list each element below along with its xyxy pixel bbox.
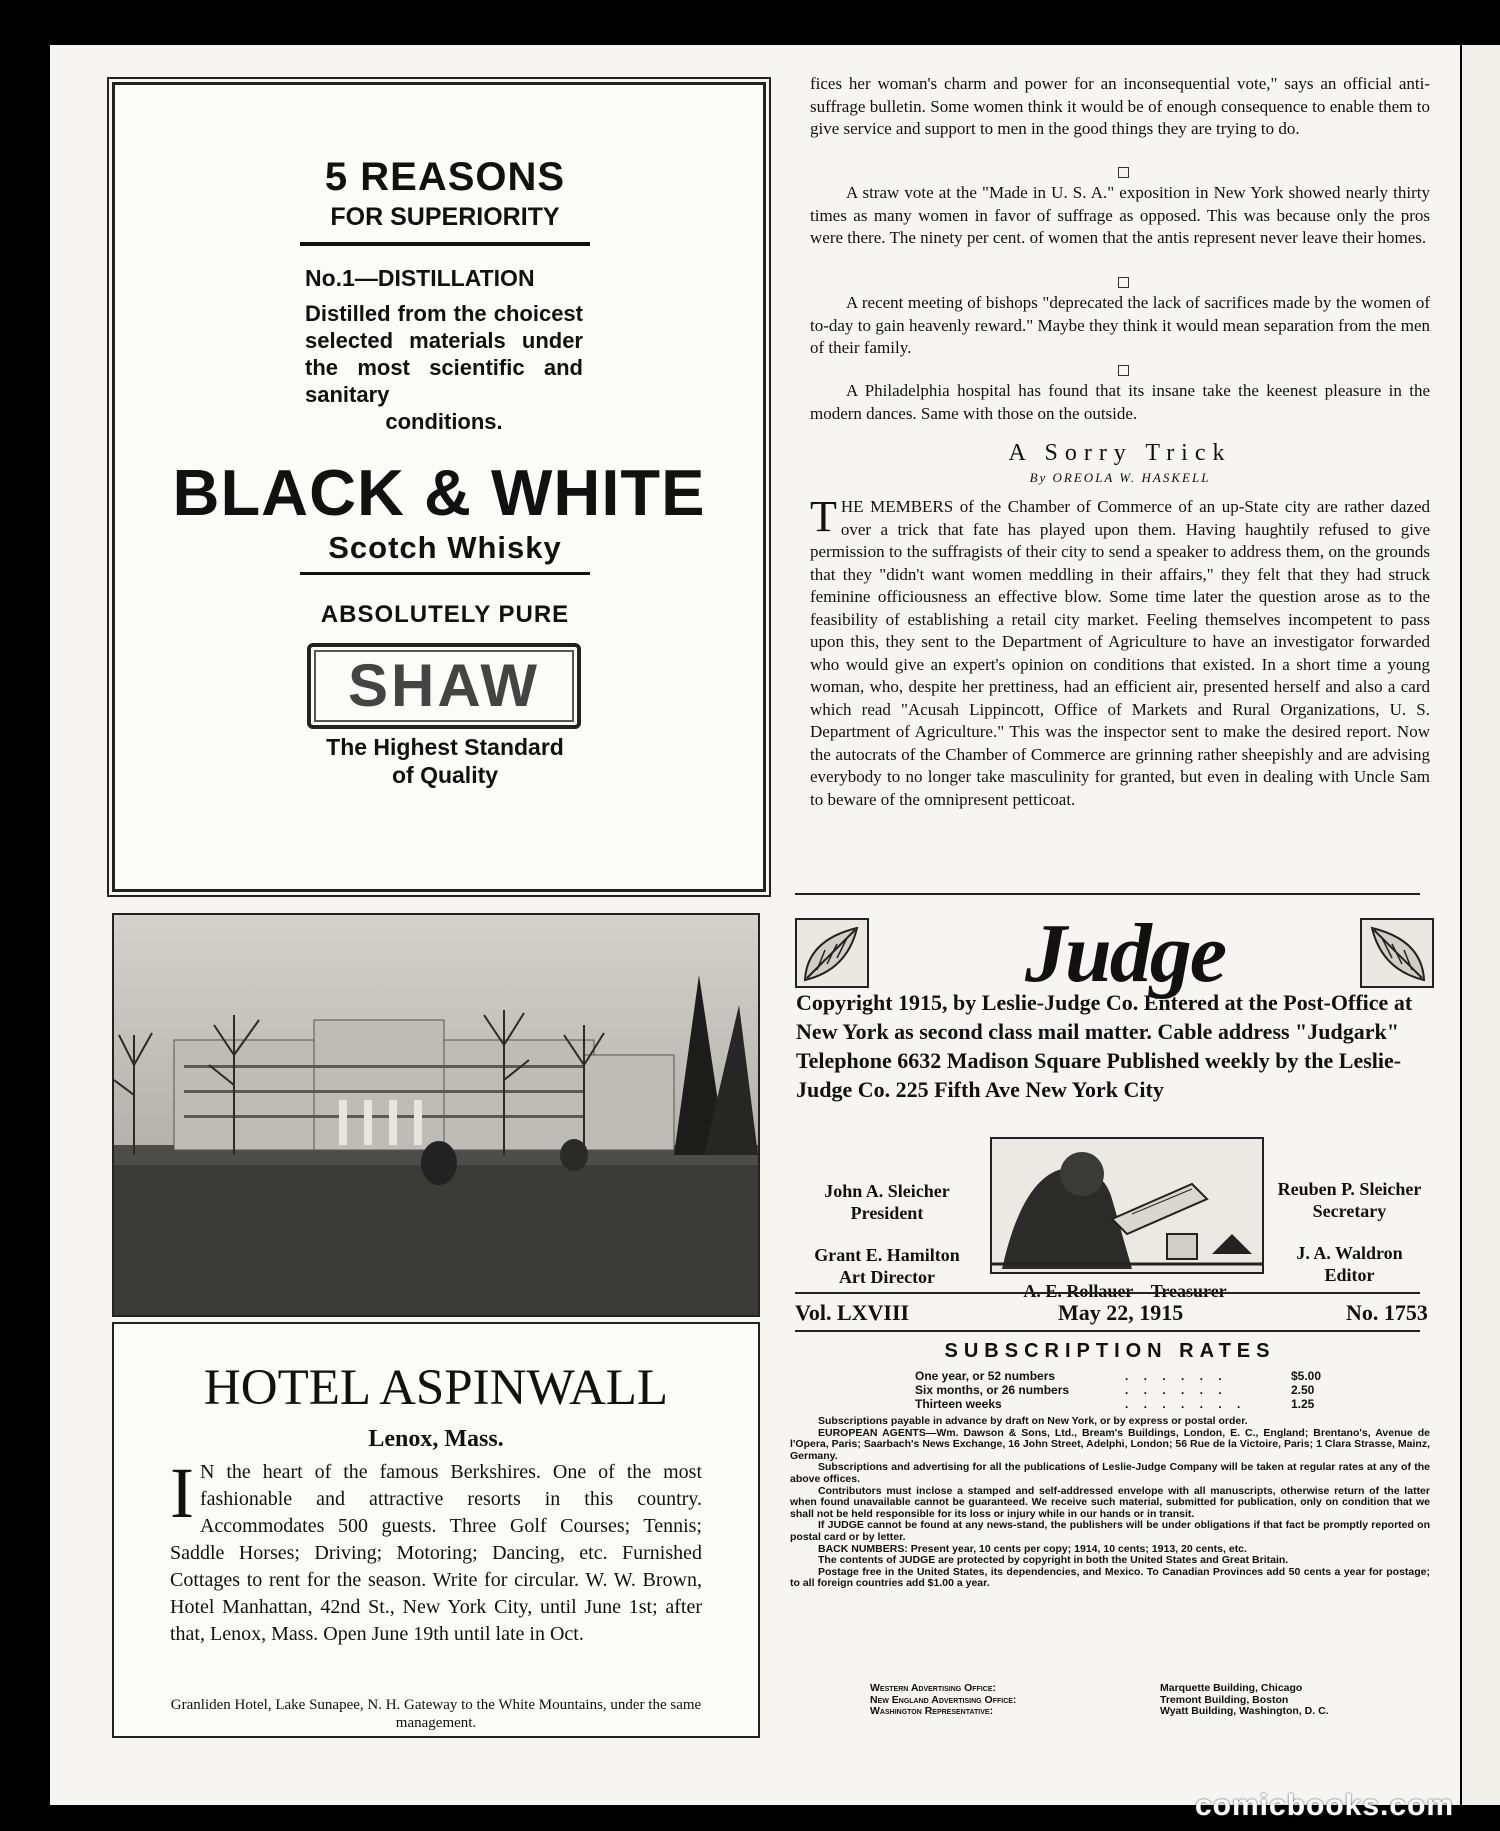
paragraph-text: A Philadelphia hospital has found that its insane take the keenest pleasure in the modern dances. Same with those on the outside. [810,381,1430,423]
staff-name: Grant E. Hamilton [814,1245,960,1265]
staff-treasurer [975,1280,1275,1302]
product-name: Scotch Whisky [300,530,590,575]
rate-price: $5.00 [1291,1369,1322,1383]
rate-price: 1.25 [1291,1397,1315,1411]
hotel-footer: Granliden Hotel, Lake Sunapee, N. H. Gateway to the White Mountains, under the same management. [170,1697,702,1731]
leaf-ornament-left [795,918,869,988]
staff-name: Reuben P. Sleicher [1277,1179,1422,1199]
section-separator [1118,277,1129,288]
reason-text [305,300,583,435]
hotel-photo-illustration [114,915,758,1315]
paragraph-text: fices her woman's charm and power for an inconsequential vote," says an official anti-suffrage bulletin. Some women think it would be of enough consequence to enable them to give service and support to men in the good things they are trying to do. [810,74,1430,138]
masthead-divider [795,1292,1420,1294]
office-label: Washington Representative: [870,1705,994,1717]
masthead-divider [795,1330,1420,1332]
fine-print-paragraph: The contents of JUDGE are protected by copyright in both the United States and Great Britain. [818,1554,1289,1567]
section-separator [1118,167,1129,178]
ad-subheadline: FOR SUPERIORITY [300,203,590,246]
masthead-illustration [990,1137,1264,1274]
reason-title: No.1—DISTILLATION [305,265,535,291]
quality-line-1: The Highest Standard [326,734,564,760]
ad-tagline: ABSOLUTELY PURE [320,601,570,628]
fine-print-paragraph: Subscriptions payable in advance by draft on New York, or by express or postal order. [818,1415,1248,1427]
staff-president [792,1180,982,1224]
fine-print-paragraph: Subscriptions and advertising for all the publications of Leslie-Judge Company will be taken at regular rates at any of the above offices. [790,1461,1430,1485]
brand-name: BLACK & WHITE [172,456,706,529]
column-paragraph-4 [810,380,1430,425]
staff-secretary [1262,1178,1437,1222]
adjacent-page-edge [1462,45,1500,1805]
office-address: Marquette Building, Chicago [1160,1682,1303,1694]
rate-row: Thirteen weeks . . . . . . . 1.25 [915,1397,1315,1411]
subscription-fine-print [790,1416,1430,1590]
quality-statement [255,733,635,789]
rate-row: One year, or 52 numbers . . . . . . $5.00 [915,1369,1322,1383]
fine-print-paragraph: Contributors must inclose a stamped and self-addressed envelope with all manuscripts, otherwise return of the latter when found unavailable cannot be guaranteed. We receive such material, submitted for publication, only on condition that we shall not be held responsible for its loss or injury while in our hands or in transit. [790,1484,1430,1520]
staff-art-director [792,1244,982,1288]
judge-logo: Judge [1025,907,1225,1000]
office-address: Tremont Building, Boston [1160,1693,1289,1706]
office-row [870,1683,1430,1695]
copyright-notice: Copyright 1915, by Leslie-Judge Co. Entered at the Post-Office at New York as second class mail matter. Cable address "Judgark" Telephone 6632 Madison Square Published weekly by the Leslie-Judge Co. 225 Fifth Ave New York City [796,990,1413,1102]
section-separator [1118,365,1129,376]
paragraph-text: A straw vote at the "Made in U. S. A." exposition in New York showed nearly thirty times as many women in favor of suffrage as opposed. This was because only the pros were there. The ninety per cent. of women that the antis represent never leave their homes. [810,183,1430,247]
fine-print-paragraph: If JUDGE cannot be found at any news-stand, the publishers will be under obligations if that fact be promptly reported on postal card or by letter. [790,1519,1430,1543]
story-title: A Sorry Trick [1008,440,1232,466]
volume-number: Vol. LXVIII [795,1300,910,1325]
column-paragraph-2 [810,182,1430,250]
ad-headline: 5 REASONS [324,155,566,199]
staff-name: John A. Sleicher [824,1181,950,1201]
site-watermark: comicbooks.com [1195,1789,1455,1822]
rate-row: Six months, or 26 numbers . . . . . . 2.50 [915,1383,1315,1397]
staff-role: Secretary [1312,1201,1387,1221]
rate-term: One year, or 52 numbers [915,1369,1056,1383]
office-label: New England Advertising Office: [870,1693,1017,1706]
fine-print-paragraph: Postage free in the United States, its dependencies, and Mexico. To Canadian Provinces add 50 cents a year for postage; to all foreign countries add $1.00 a year. [790,1565,1430,1590]
story-body [810,492,1430,811]
story-text: HE MEMBERS of the Chamber of Commerce of an up-State city are rather dazed over a trick that fate has played upon them. Having haughtily refused to give permission to the suffragists of their city to send a speaker to address them, on the grounds that they "didn't want women meddling in their affairs," they felt that they had struck feminine officiousness an effective blow. Some time later the question arose as to the feasibility of establishing a retail city market. Feeling themselves incompetent to pass upon this, they sent to the Department of Agriculture to have an investigator forwarded who would give an expert's opinion on conditions that existed. In a short time a young woman, who, despite her prettiness, had an efficient air, presented herself and also a card which read "Acusah Lippincott, Office of Markets and Rural Organizations, U. S. Department of Agriculture." This was the inspector sent to make the desired report. Now the autocrats of the Chamber of Commerce are grinning rather sheepishly and are advising everybody to no longer take masculinity for granted, but even in dealing with Uncle Sam to beware of the omnipresent petticoat. [810,497,1430,809]
reason-text-body: Distilled from the choicest selected materials under the most scientific and sanitary [305,301,583,407]
hotel-description [170,1453,702,1648]
staff-role: Treasurer [1150,1281,1227,1301]
issue-date: May 22, 1915 [1058,1300,1184,1325]
rate-term: Thirteen weeks [915,1397,1002,1411]
office-label: Western Advertising Office: [870,1682,996,1694]
staff-role: Editor [1324,1265,1375,1285]
story-dropcap: T [810,492,837,541]
office-address: Wyatt Building, Washington, D. C. [1160,1705,1329,1717]
hotel-name: HOTEL ASPINWALL [203,1360,669,1416]
column-divider [795,893,1420,895]
whisky-advertisement [112,82,766,892]
paragraph-text: A recent meeting of bishops "deprecated the lack of sacrifices made by the women of to-day to gain heavenly reward." Maybe they think it would mean separation from the men of their family. [810,293,1430,357]
hotel-photograph [112,913,760,1317]
fine-print-paragraph: BACK NUMBERS: Present year, 10 cents per copy; 1914, 10 cents; 1913, 20 cents, etc. [818,1542,1247,1555]
reason-text-last: conditions. [385,409,503,434]
staff-role: President [850,1203,924,1223]
leaf-ornament-right [1360,918,1434,988]
quality-line-2: of Quality [391,762,499,788]
rate-price: 2.50 [1291,1383,1315,1397]
hotel-advertisement [112,1322,760,1738]
staff-role: Art Director [838,1267,936,1287]
story-byline: By OREOLA W. HASKELL [1029,470,1211,485]
staff-editor [1262,1242,1437,1286]
fine-print-paragraph: EUROPEAN AGENTS—Wm. Dawson & Sons, Ltd., Bream's Buildings, London, E. C., England; Brentano's, Avenue de l'Opera, Paris; Saarbach's News Exchange, 16 John Street, Adelphi, London; 56 Rue de la Victoire, Paris; 1 Clara Strasse, Mainz, Germany. [790,1426,1430,1462]
hotel-dropcap: I [170,1453,194,1533]
staff-name: A. E. Rollauer [1023,1281,1133,1301]
advertising-offices [870,1683,1430,1718]
rate-term: Six months, or 26 numbers [915,1383,1070,1397]
issue-number: No. 1753 [1346,1300,1428,1325]
column-paragraph-1 [810,73,1430,141]
staff-name: J. A. Waldron [1296,1243,1403,1263]
hotel-body-text: N the heart of the famous Berkshires. One of the most fashionable and attractive resorts in this country. Accommodates 500 guests. Three Golf Courses; Tennis; Saddle Horses; Driving; Motoring; Dancing, etc. Furnished Cottages to rent for the season. Write for circular. W. W. Brown, Hotel Manhattan, 42nd St., New York City, until June 1st; after that, Lenox, Mass. Open June 19th until late in Oct. [170,1461,702,1645]
subscription-title: SUBSCRIPTION RATES [944,1340,1276,1362]
hotel-location: Lenox, Mass. [368,1426,504,1452]
shaw-logo: SHAW [307,643,581,729]
office-row [870,1706,1430,1718]
column-paragraph-3 [810,292,1430,360]
